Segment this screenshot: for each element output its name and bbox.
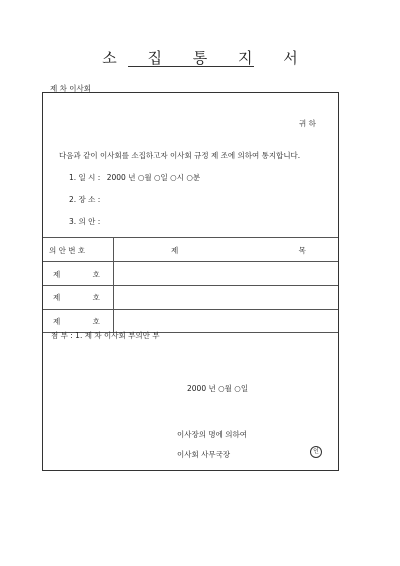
by-order-line: 이사장의 명에 의하여 [177, 430, 247, 439]
table-header-border [43, 261, 338, 262]
notice-form-frame [42, 92, 339, 471]
item-agenda [69, 216, 100, 227]
recipient-suffix: 귀 하 [299, 119, 316, 128]
item-agenda-label: 3. 의 안 : [69, 217, 101, 226]
table-row-number: 제 호 [53, 317, 100, 326]
table-header-subject: 제 목 [171, 246, 306, 255]
table-row-border [43, 285, 338, 286]
title-underline [128, 66, 254, 67]
issue-date: 2000 년 ○월 ○일 [187, 384, 249, 393]
item-place [69, 194, 100, 205]
table-header-number: 의 안 번 호 [49, 246, 86, 255]
meeting-number-line: 제 차 이사회 [50, 84, 91, 93]
table-row-number: 제 호 [53, 270, 100, 279]
notice-sentence: 다음과 같이 이사회를 소집하고자 이사회 규정 제 조에 의하여 통지합니다. [59, 151, 301, 160]
item-datetime-label: 1. 일 시 : [69, 173, 101, 182]
item-datetime [69, 172, 200, 183]
table-row-number: 제 호 [53, 293, 100, 302]
seal-mark: 인 [310, 446, 322, 458]
table-column-divider [113, 237, 114, 332]
document-title: 소 집 통 지 서 [102, 49, 311, 67]
signer-title: 이사회 사무국장 [177, 450, 231, 459]
item-datetime-value: 2000 년 ○월 ○일 ○시 ○분 [106, 173, 201, 182]
item-place-label: 2. 장 소 : [69, 195, 101, 204]
table-row-border [43, 309, 338, 310]
attachment-line: 첨 부 : 1. 제 차 이사회 부의안 부 [51, 331, 160, 340]
table-top-border [43, 237, 338, 238]
